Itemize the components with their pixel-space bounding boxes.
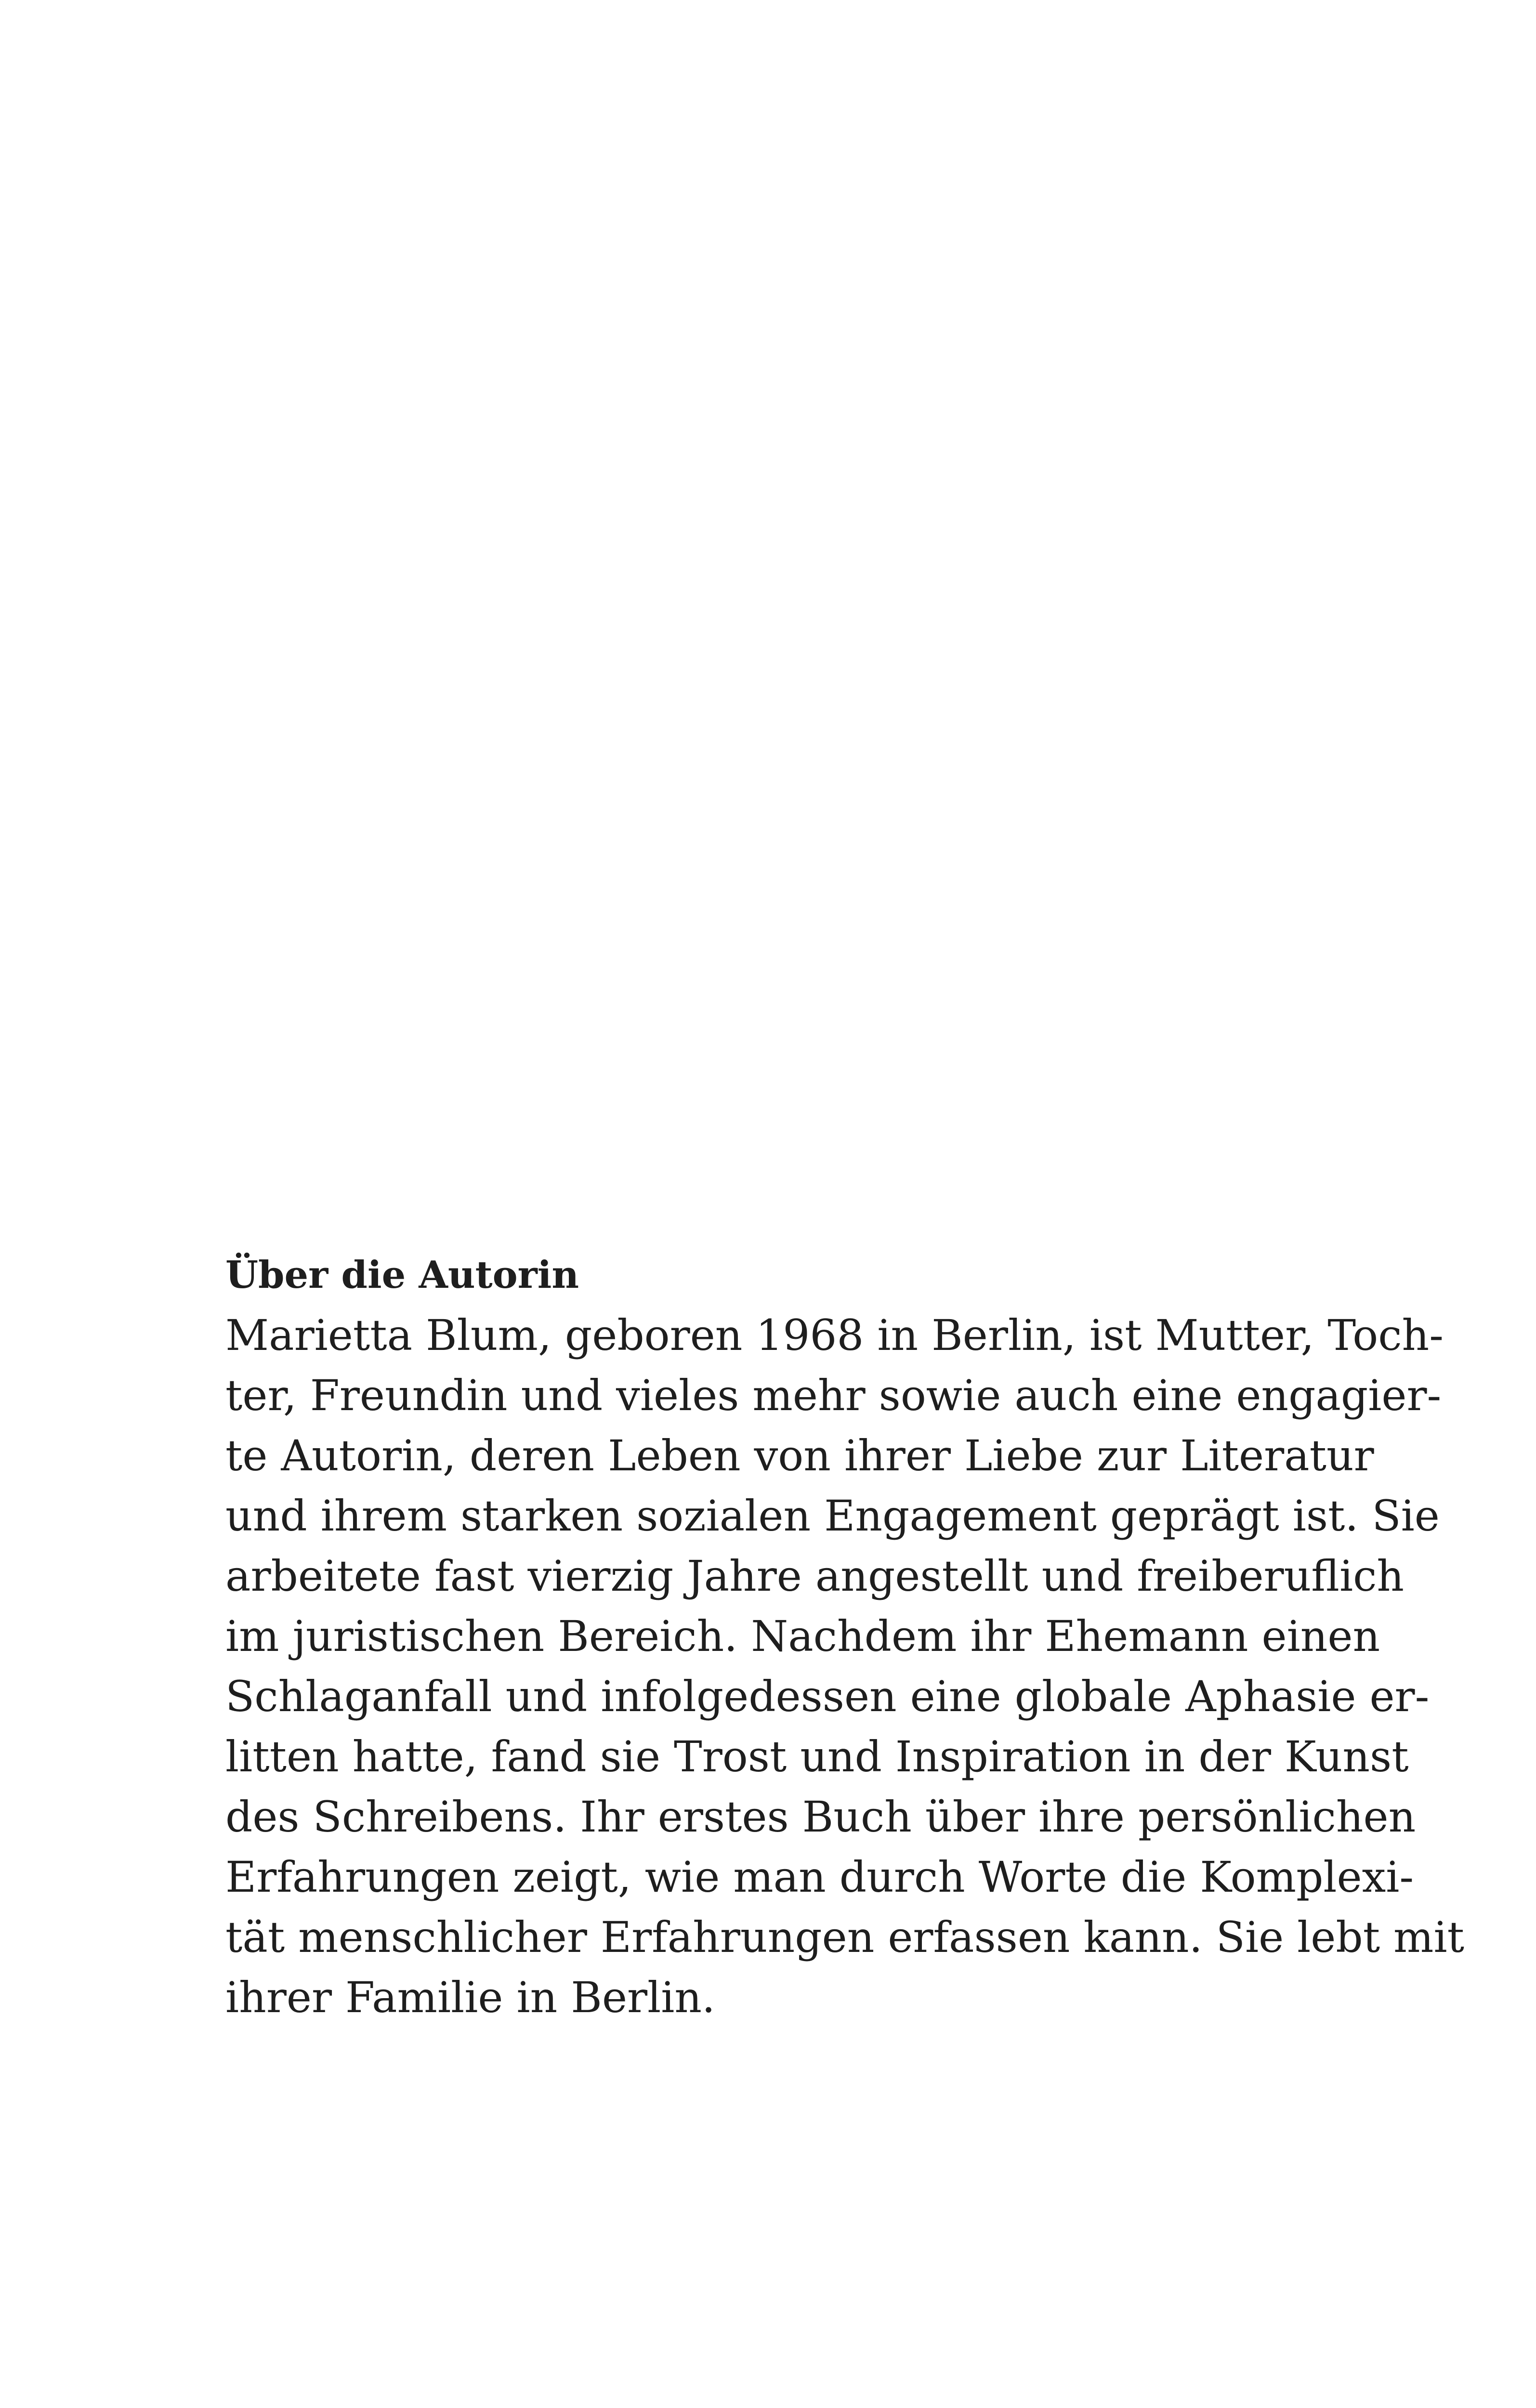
body-line: Marietta Blum, geboren 1968 in Berlin, ist Mutter, Toch- (225, 1310, 1444, 1360)
about-heading: Über die Autorin (225, 1253, 579, 1297)
body-line: ihrer Familie in Berlin. (225, 1973, 716, 2022)
body-line: litten hatte, fand sie Trost und Inspiration in der Kunst (225, 1732, 1409, 1781)
body-line: tät menschlicher Erfahrungen erfassen kann. Sie lebt mit (225, 1912, 1464, 1962)
body-line: im juristischen Bereich. Nachdem ihr Ehemann einen (225, 1611, 1380, 1661)
about-the-author-section (225, 1245, 1464, 2028)
body-line: te Autorin, deren Leben von ihrer Liebe zur Literatur (225, 1431, 1374, 1480)
body-line: ter, Freundin und vieles mehr sowie auch eine engagier- (225, 1371, 1442, 1420)
body-line: und ihrem starken sozialen Engagement geprägt ist. Sie (225, 1491, 1440, 1541)
body-line: des Schreibens. Ihr erstes Buch über ihre persönlichen (225, 1792, 1416, 1842)
body-line: Schlaganfall und infolgedessen eine globale Aphasie er- (225, 1672, 1430, 1721)
body-line: Erfahrungen zeigt, wie man durch Worte die Komplexi- (225, 1852, 1414, 1902)
body-line: arbeitete fast vierzig Jahre angestellt und freiberuflich (225, 1551, 1405, 1601)
about-body (225, 1305, 1464, 2028)
